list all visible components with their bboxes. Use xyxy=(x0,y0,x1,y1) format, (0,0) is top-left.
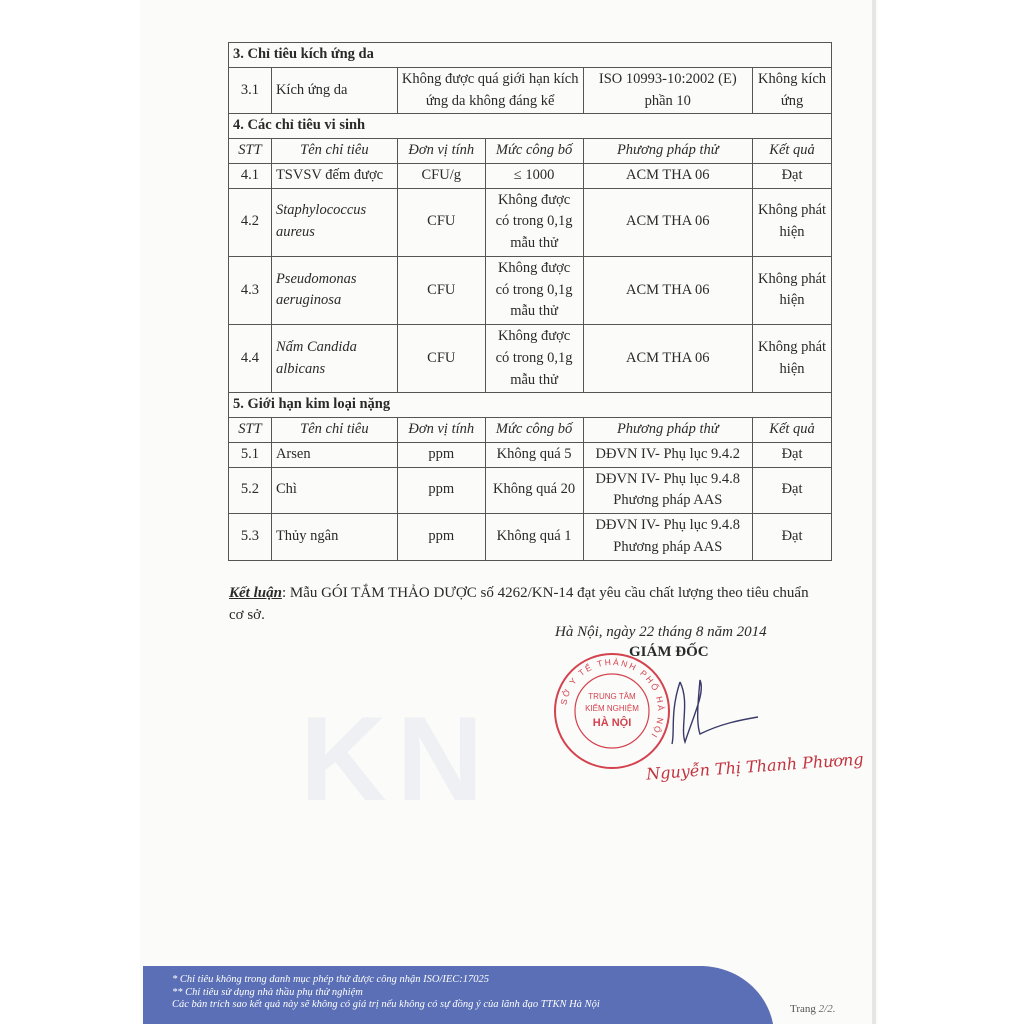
table-row xyxy=(229,163,832,188)
page-value: 2/2. xyxy=(818,1003,836,1015)
watermark: KN xyxy=(300,692,494,826)
stamp-line-3: HÀ NỘI xyxy=(592,717,632,729)
row-declared: Không được có trong 0,1g mẫu thử xyxy=(485,325,583,393)
header-unit: Đơn vị tính xyxy=(397,418,485,443)
row-stt: 4.3 xyxy=(229,256,272,324)
row-declared: Không được có trong 0,1g mẫu thử xyxy=(485,256,583,324)
conclusion-text: : Mẫu GÓI TẮM THẢO DƯỢC số 4262/KN-14 đạt yêu cầu chất lượng theo tiêu chuẩn cơ sở. xyxy=(229,585,809,623)
header-name: Tên chỉ tiêu xyxy=(271,139,397,164)
row-result: Đạt xyxy=(753,442,832,467)
table-row xyxy=(229,325,832,393)
row-result: Đạt xyxy=(753,467,832,514)
page-edge xyxy=(872,0,876,1024)
row-name: Staphylococcus aureus xyxy=(271,188,397,256)
row-result: Không phát hiện xyxy=(753,188,832,256)
row-method: ISO 10993-10:2002 (E) phần 10 xyxy=(583,67,753,114)
header-declared: Mức công bố xyxy=(485,139,583,164)
row-declared: Không quá 5 xyxy=(485,442,583,467)
row-unit: CFU xyxy=(397,256,485,324)
row-name: TSVSV đếm được xyxy=(271,163,397,188)
table-row xyxy=(229,256,832,324)
table-header-row xyxy=(229,139,832,164)
header-method: Phương pháp thử xyxy=(583,418,753,443)
section-5-title: 5. Giới hạn kim loại nặng xyxy=(229,393,832,418)
conclusion xyxy=(229,583,819,627)
test-results-table xyxy=(228,42,832,561)
director-name: Nguyễn Thị Thanh Phương xyxy=(645,749,865,784)
row-unit: CFU xyxy=(397,188,485,256)
row-unit: ppm xyxy=(397,514,485,561)
footer-notes xyxy=(172,974,600,1012)
row-declared: Không quá 1 xyxy=(485,514,583,561)
row-stt: 3.1 xyxy=(229,67,272,114)
row-stt: 4.4 xyxy=(229,325,272,393)
table-row xyxy=(229,188,832,256)
header-result: Kết quả xyxy=(753,418,832,443)
row-declared: ≤ 1000 xyxy=(485,163,583,188)
conclusion-label: Kết luận xyxy=(229,585,282,601)
row-unit: CFU xyxy=(397,325,485,393)
table-header-row xyxy=(229,418,832,443)
page-label: Trang xyxy=(790,1003,816,1015)
row-declared: Không quá 20 xyxy=(485,467,583,514)
footer-note-1: * Chỉ tiêu không trong danh mục phép thử được công nhận ISO/IEC:17025 xyxy=(172,974,490,985)
row-stt: 4.1 xyxy=(229,163,272,188)
row-method: DĐVN IV- Phụ lục 9.4.8 Phương pháp AAS xyxy=(583,514,753,561)
row-name: Thủy ngân xyxy=(271,514,397,561)
row-result: Không phát hiện xyxy=(753,256,832,324)
row-result: Đạt xyxy=(753,163,832,188)
header-result: Kết quả xyxy=(753,139,832,164)
row-method: ACM THA 06 xyxy=(583,163,753,188)
row-unit: ppm xyxy=(397,442,485,467)
stamp-line-1: TRUNG TÂM xyxy=(588,692,636,701)
section-4-title-row xyxy=(229,114,832,139)
row-method: ACM THA 06 xyxy=(583,256,753,324)
row-stt: 5.3 xyxy=(229,514,272,561)
row-result: Không phát hiện xyxy=(753,325,832,393)
header-stt: STT xyxy=(229,418,272,443)
place-date: Hà Nội, ngày 22 tháng 8 năm 2014 xyxy=(555,624,767,640)
row-method: ACM THA 06 xyxy=(583,325,753,393)
row-unit: CFU/g xyxy=(397,163,485,188)
row-name: Kích ứng da xyxy=(271,67,397,114)
row-method: DĐVN IV- Phụ lục 9.4.8 Phương pháp AAS xyxy=(583,467,753,514)
row-method: DĐVN IV- Phụ lục 9.4.2 xyxy=(583,442,753,467)
footer-note-2: ** Chỉ tiêu sử dụng nhà thầu phụ thử nghiệm xyxy=(172,986,363,998)
row-name: Nấm Candida albicans xyxy=(271,325,397,393)
row-result: Đạt xyxy=(753,514,832,561)
table-row xyxy=(229,442,832,467)
page-number xyxy=(790,1003,835,1015)
header-unit: Đơn vị tính xyxy=(397,139,485,164)
director-title: GIÁM ĐỐC xyxy=(629,644,709,660)
header-name: Tên chỉ tiêu xyxy=(271,418,397,443)
header-stt: STT xyxy=(229,139,272,164)
section-3-title-row xyxy=(229,43,832,68)
handwritten-signature xyxy=(650,672,760,752)
header-declared: Mức công bố xyxy=(485,418,583,443)
row-limit: Không được quá giới hạn kích ứng da không đáng kể xyxy=(397,67,583,114)
row-stt: 5.2 xyxy=(229,467,272,514)
row-name: Chì xyxy=(271,467,397,514)
row-method: ACM THA 06 xyxy=(583,188,753,256)
row-stt: 5.1 xyxy=(229,442,272,467)
section-4-title: 4. Các chỉ tiêu vi sinh xyxy=(229,114,832,139)
table-row xyxy=(229,467,832,514)
section-5-title-row xyxy=(229,393,832,418)
row-name: Arsen xyxy=(271,442,397,467)
header-method: Phương pháp thử xyxy=(583,139,753,164)
table-row xyxy=(229,514,832,561)
stamp-line-2: KIỂM NGHIỆM xyxy=(585,704,639,713)
row-name: Pseudomonas aeruginosa xyxy=(271,256,397,324)
table-row xyxy=(229,67,832,114)
section-3-title: 3. Chỉ tiêu kích ứng da xyxy=(229,43,832,68)
row-result: Không kích ứng xyxy=(753,67,832,114)
stamp-ring-text: SỞ Y TẾ THÀNH PHỐ HÀ NỘI xyxy=(558,656,667,741)
footer-note-3: Các bản trích sao kết quả này sẽ không có giá trị nếu không có sự đồng ý của lãnh đạo TTKN Hà Nội xyxy=(172,999,600,1011)
row-stt: 4.2 xyxy=(229,188,272,256)
row-unit: ppm xyxy=(397,467,485,514)
row-declared: Không được có trong 0,1g mẫu thử xyxy=(485,188,583,256)
